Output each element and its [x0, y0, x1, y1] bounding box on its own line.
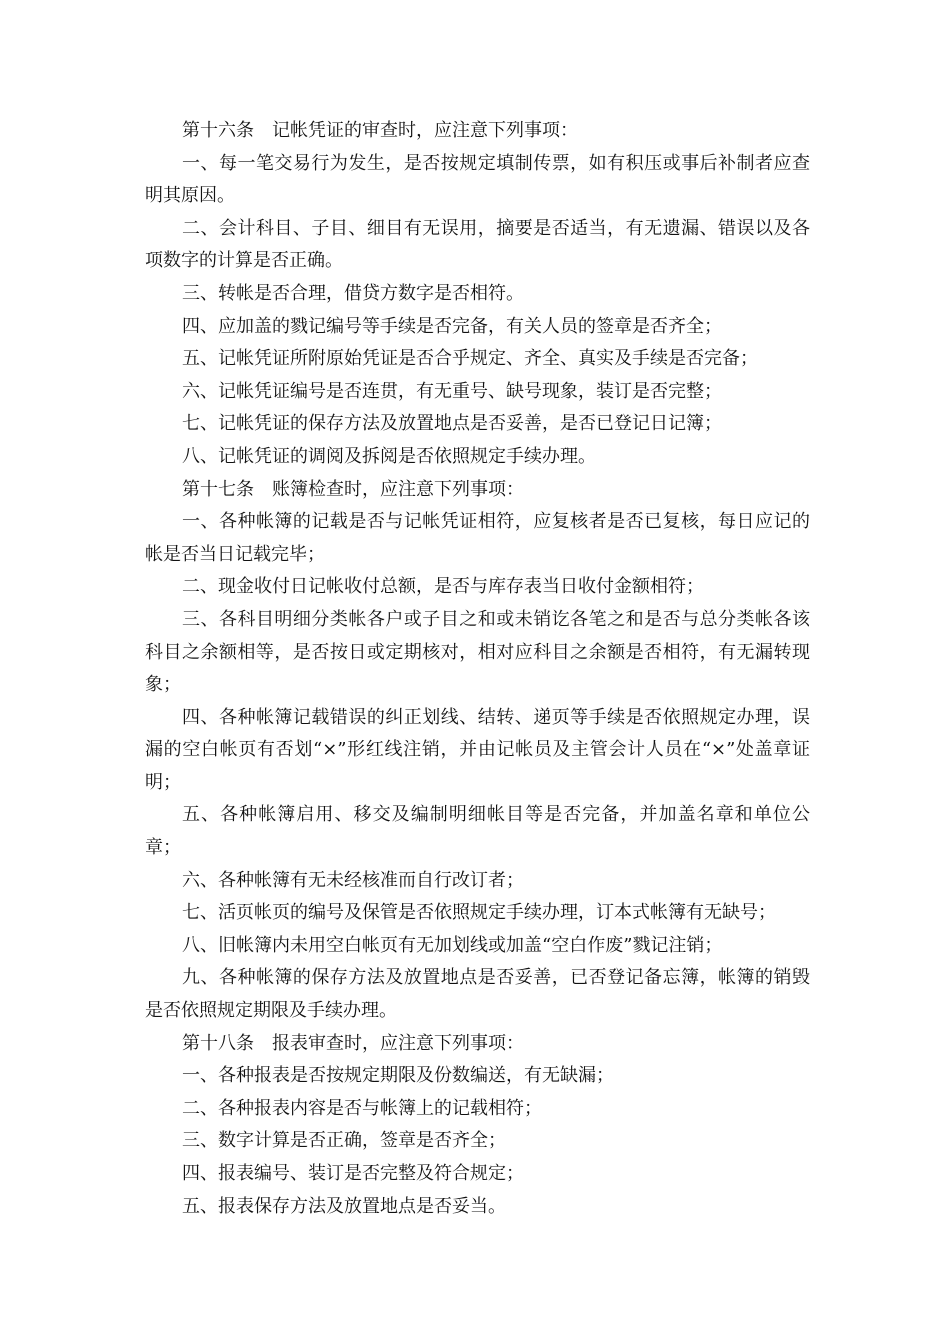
- article-18-item-5: 五、报表保存方法及放置地点是否妥当。: [182, 1195, 506, 1217]
- article-17-item-8: 八、旧帐簿内未用空白帐页有无加划线或加盖“空白作废”戮记注销；: [182, 934, 723, 956]
- article-17-item-4: 四、各种帐簿记载错误的纠正划线、结转、递页等手续是否依照规定办理，误漏的空白帐页有否划“×”形红线注销，并由记帐员及主管会计人员在“×”处盖章证明；: [145, 706, 810, 793]
- article-17-item-7: 七、活页帐页的编号及保管是否依照规定手续办理，订本式帐簿有无缺号；: [182, 902, 776, 924]
- article-17-item-1: 一、各种帐簿的记载是否与记帐凭证相符，应复核者是否已复核，每日应记的帐是否当日记载完毕；: [145, 511, 810, 565]
- article-17-item-5: 五、各种帐簿启用、移交及编制明细帐目等是否完备，并加盖名章和单位公章；: [145, 804, 810, 859]
- article-16-item-2: 二、会计科目、子目、细目有无误用，摘要是否适当，有无遗漏、错误以及各项数字的计算是否正确。: [145, 217, 810, 272]
- article-17-item-6: 六、各种帐簿有无未经核准而自行改订者；: [182, 869, 524, 891]
- article-16-item-6: 六、记帐凭证编号是否连贯，有无重号、缺号现象，装订是否完整；: [182, 380, 722, 402]
- article-16-heading: 第十六条 记帐凭证的审查时，应注意下列事项：: [182, 120, 578, 141]
- article-16-item-8: 八、记帐凭证的调阅及拆阅是否依照规定手续办理。: [182, 445, 596, 467]
- article-18-item-3: 三、数字计算是否正确，签章是否齐全；: [182, 1130, 506, 1152]
- article-16-item-3: 三、转帐是否合理，借贷方数字是否相符。: [182, 282, 524, 304]
- article-18-item-4: 四、报表编号、装订是否完整及符合规定；: [182, 1163, 524, 1184]
- article-16-item-4: 四、应加盖的戮记编号等手续是否完备，有关人员的签章是否齐全；: [182, 315, 722, 337]
- article-16-item-7: 七、记帐凭证的保存方法及放置地点是否妥善，是否已登记日记簿；: [182, 413, 722, 435]
- article-17-item-3: 三、各科目明细分类帐各户或子目之和或未销讫各笔之和是否与总分类帐各该科目之余额相等，是否按日或定期核对，相对应科目之余额是否相符，有无漏转现象；: [145, 608, 810, 696]
- article-18-item-2: 二、各种报表内容是否与帐簿上的记载相符；: [182, 1097, 542, 1119]
- article-17-heading: 第十七条 账簿检查时，应注意下列事项：: [182, 478, 524, 500]
- article-16-item-1: 一、每一笔交易行为发生，是否按规定填制传票，如有积压或事后补制者应查明其原因。: [145, 152, 810, 207]
- document-page: [145, 115, 810, 1223]
- article-17-item-2: 二、现金收付日记帐收付总额，是否与库存表当日收付金额相符；: [182, 576, 704, 598]
- article-16-item-5: 五、记帐凭证所附原始凭证是否合乎规定、齐全、真实及手续是否完备；: [182, 348, 758, 370]
- article-17-item-9: 九、各种帐簿的保存方法及放置地点是否妥善，已否登记备忘簿，帐簿的销毁是否依照规定期限及手续办理。: [145, 967, 810, 1022]
- article-18-heading: 第十八条 报表审查时，应注意下列事项：: [182, 1032, 524, 1054]
- article-18-item-1: 一、各种报表是否按规定期限及份数编送，有无缺漏；: [182, 1065, 614, 1087]
